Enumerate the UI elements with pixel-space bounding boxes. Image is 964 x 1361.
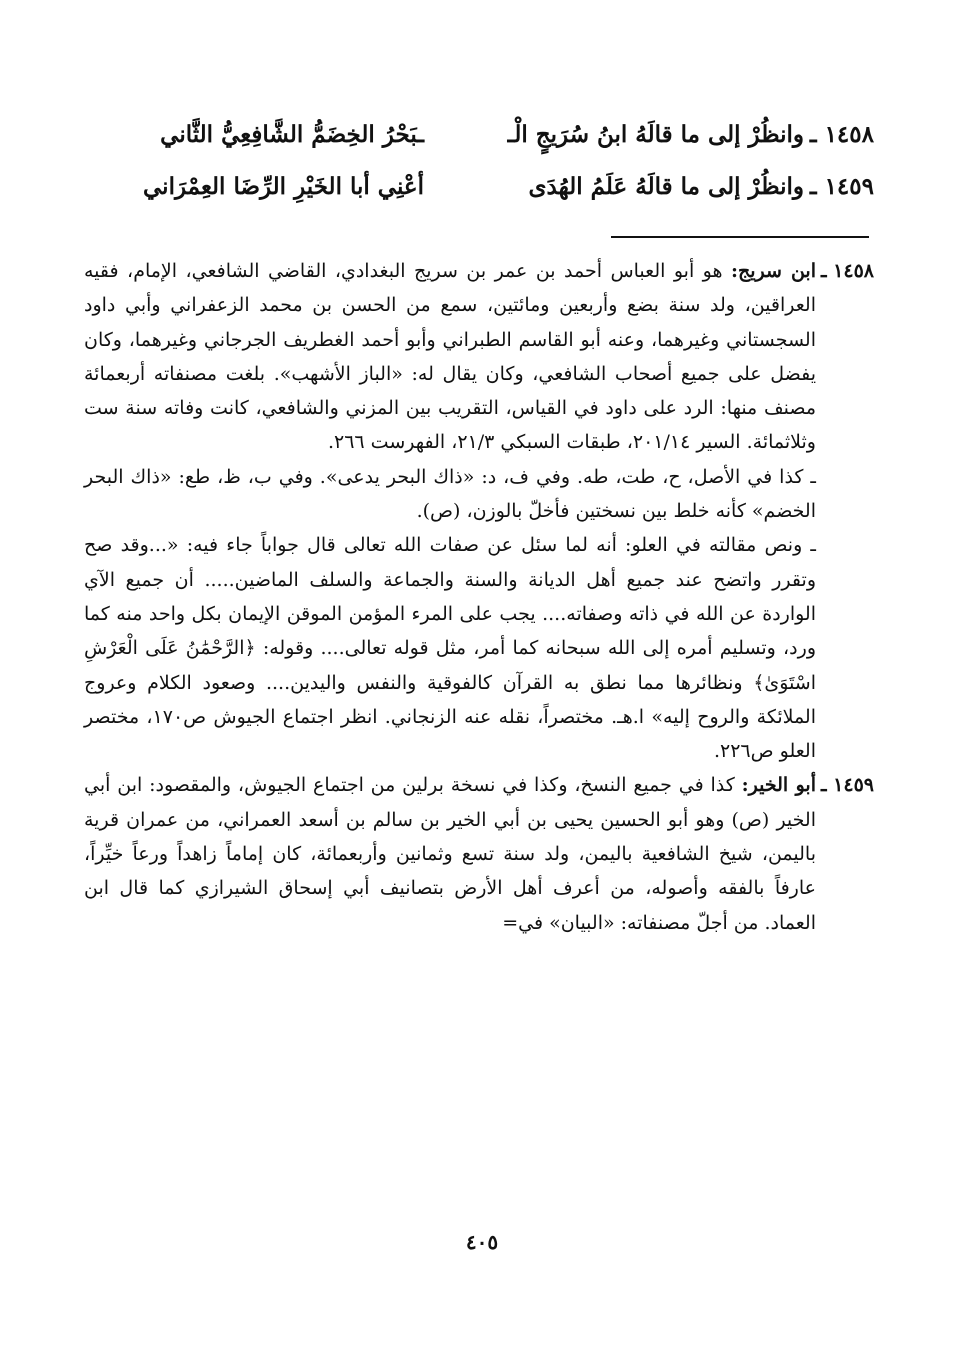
footnote-text: هو أبو العباس أحمد بن عمر بن سريج البغدادي، القاضي الشافعي، الإمام، فقيه العراقين، ولد سنة بضع وأربعين ومائتين، سمع من الحسن بن محمد الزعفراني وأبي داود السجستاني وغيرهما، وعنه أبو القاسم الطبراني وأبو أحمد الغطريف الجرجاني وغيرهما، وكان يفضل على جميع أصحاب الشافعي، وكان يقال له: «الباز الأشهب». بلغت مصنفاته أربعمائة مصنف منها: الرد على داود في القياس، التقريب بين المزني والشافعي، كانت وفاته سنة ست وثلاثمائة. السير ٢٠١/١٤، طبقات السبكي ٢١/٣، الفهرست ٢٦٦. bbox=[84, 260, 816, 454]
footnote-body bbox=[84, 768, 816, 939]
footnote-1458 bbox=[84, 254, 874, 460]
footnote-1458-quote: ـ ونص مقالته في العلو: أنه لما سئل عن صفات الله تعالى قال جواباً جاء فيه: «...وقد صح وتقرر واتضح عند جميع أهل الديانة والسنة والجماعة والسلف الماضين..... أن جميع الآي الواردة عن الله في ذاته وصفاته.... يجب على المرء المؤمن الموقن الإيمان بكل واحد منه كما ورد، وتسليم أمره إلى الله سبحانه كما أمر، مثل قوله تعالى.... وقوله: ﴿الرَّحْمَٰنُ عَلَى الْعَرْشِ اسْتَوَىٰ﴾ ونظائرها مما نطق به القرآن كالفوقية والنفس واليدين.... وصعود الكلام وعروج الملائكة والروح إليه» ا.هـ. مختصراً، نقله عنه الزنجاني. انظر اجتماع الجيوش ص١٧٠، مختصر العلو ص٢٢٦. bbox=[84, 534, 816, 763]
footnote-1459 bbox=[84, 768, 874, 939]
verse-second-hemistich: ـبَحْرُ الخِضَمُّ الشَّافِعِيُّ الثَّاني bbox=[160, 120, 424, 148]
footnote-heading: ابن سريج: bbox=[730, 260, 816, 282]
verse-first-hemistich: وانظُرْ إلى ما قالَهُ عَلَمُ الهُدَى bbox=[528, 172, 804, 200]
verse-number: ١٤٥٩ ـ bbox=[809, 172, 874, 200]
footnote-body bbox=[84, 254, 816, 460]
verse-1459 bbox=[84, 166, 874, 206]
footnote-heading: أبو الخير: bbox=[741, 774, 816, 797]
footnote-separator bbox=[611, 236, 869, 238]
verse-number: ١٤٥٨ ـ bbox=[809, 120, 874, 148]
footnote-1458-variant: ـ كذا في الأصل، ح، طت، طه. وفي ف، د: «ذاك البحر يدعى». وفي ب، ظ، طع: «ذاك البحر الخضم» كأنه خلط بين نسختين فأخلّ بالوزن، (ص). bbox=[84, 465, 816, 523]
footnote-number: ١٤٥٨ ـ bbox=[820, 260, 874, 282]
verse-second-hemistich: أعْنِي أبا الخَيْرِ الرِّضَا العِمْرَاني bbox=[143, 172, 424, 200]
footnotes bbox=[84, 254, 874, 940]
footnote-number: ١٤٥٩ ـ bbox=[820, 774, 874, 797]
verse-first-hemistich: وانظُرْ إلى ما قالَهُ ابنُ سُرَيجٍ الْـ bbox=[507, 120, 804, 148]
footnote-text: كذا في جميع النسخ، وكذا في نسخة برلين من اجتماع الجيوش، والمقصود: ابن أبي الخير (ص) وهو أبو الحسين يحيى بن أبي الخير بن سالم بن أسعد العمراني، من عمران قرية باليمن، شيخ الشافعية باليمن، ولد سنة تسع وثمانين وأربعمائة، كان إماماً زاهداً ورعاً خيِّراً، عارفاً بالفقه وأصوله، من أعرف أهل الأرض بتصانيف أبي إسحاق الشيرازي كما قال ابن العماد. من أجلّ مصنفاته: «البيان» في= bbox=[84, 774, 816, 934]
verse-1458 bbox=[84, 114, 874, 154]
page-number: ٤٠٥ bbox=[465, 1230, 499, 1254]
